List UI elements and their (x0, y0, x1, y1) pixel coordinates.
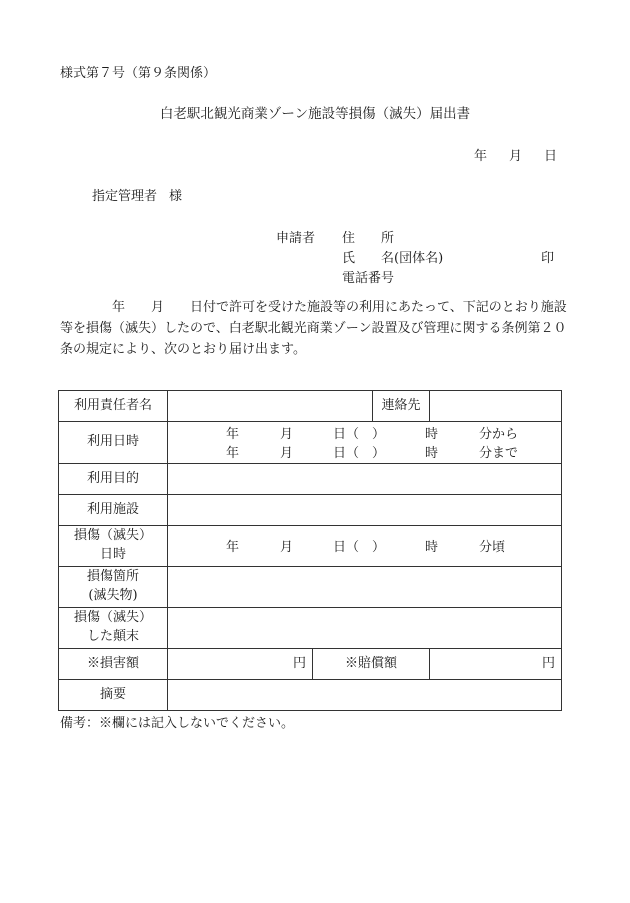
purpose-label: 利用目的 (59, 464, 168, 495)
damage-report-table (58, 390, 562, 711)
form-number: 様式第７号（第９条関係） (60, 66, 217, 81)
damage-datetime-field[interactable] (168, 526, 562, 567)
table-row (59, 526, 562, 567)
damage-amount-label: ※損害額 (59, 649, 168, 680)
contact-field[interactable] (430, 391, 562, 422)
contact-label: 連絡先 (373, 391, 430, 422)
damage-place-label (59, 567, 168, 608)
facility-label: 利用施設 (59, 495, 168, 526)
usage-datetime-label: 利用日時 (59, 422, 168, 464)
circumstances-label-line2: した顛末 (86, 629, 139, 644)
usage-to-hour: 時 (425, 445, 439, 461)
usage-to-minute: 分まで (479, 445, 519, 461)
circumstances-label-line1: 損傷（滅失） (73, 610, 152, 626)
usage-to-day: 日（ ） (333, 445, 386, 461)
purpose-field[interactable] (168, 464, 562, 495)
damage-place-field[interactable] (168, 567, 562, 608)
damage-datetime-label-line2: 日時 (99, 547, 126, 562)
addressee-honorific: 様 (169, 189, 183, 204)
summary-field[interactable] (168, 680, 562, 711)
applicant-name-label: 氏 名(団体名) (342, 251, 444, 266)
damage-place-label-line2: (滅失物) (88, 588, 138, 603)
applicant-label: 申請者 (276, 231, 316, 246)
usage-from-day: 日（ ） (333, 426, 386, 442)
date-month: 月 (509, 149, 523, 164)
applicant-address-label: 住 所 (342, 231, 395, 246)
circumstances-label (59, 608, 168, 649)
usage-from-minute: 分から (479, 426, 519, 442)
table-row (59, 495, 562, 526)
facility-field[interactable] (168, 495, 562, 526)
damage-year: 年 (226, 539, 240, 555)
usage-from-hour: 時 (425, 426, 439, 442)
usage-to-month: 月 (280, 445, 294, 461)
table-row (59, 391, 562, 422)
date-day: 日 (544, 149, 558, 164)
damage-minute: 分頃 (479, 539, 506, 555)
damage-place-label-line1: 損傷箇所 (86, 569, 139, 585)
compensation-field[interactable]: 円 (430, 649, 562, 680)
table-row (59, 649, 562, 680)
document-title: 白老駅北観光商業ゾーン施設等損傷（滅失）届出書 (159, 106, 471, 122)
usage-from-year: 年 (226, 426, 240, 442)
damage-datetime-label-line1: 損傷（滅失） (73, 528, 152, 544)
circumstances-field[interactable] (168, 608, 562, 649)
compensation-label: ※賠償額 (313, 649, 430, 680)
summary-label: 摘要 (59, 680, 168, 711)
seal-mark: 印 (541, 251, 555, 266)
usage-from-line (168, 424, 561, 443)
usage-to-line (168, 443, 561, 462)
table-row (59, 464, 562, 495)
table-row (59, 422, 562, 464)
table-row (59, 567, 562, 608)
addressee (92, 190, 182, 203)
body-text: 年 月 日付で許可を受けた施設等の利用にあたって、下記のとおり施設等を損傷（滅失）したので、白老駅北観光商業ゾーン設置及び管理に関する条例第２０条の規定により、次のとおり届け出ます。 (60, 300, 567, 357)
damage-amount-field[interactable]: 円 (168, 649, 313, 680)
usage-to-year: 年 (226, 445, 240, 461)
damage-datetime-line (168, 537, 561, 556)
damage-day: 日（ ） (333, 539, 386, 555)
applicant-phone-label: 電話番号 (342, 271, 395, 286)
usage-datetime-field[interactable] (168, 422, 562, 464)
damage-datetime-label (59, 526, 168, 567)
usage-from-month: 月 (280, 426, 294, 442)
responsible-person-field[interactable] (168, 391, 373, 422)
damage-month: 月 (280, 539, 294, 555)
responsible-person-label: 利用責任者名 (59, 391, 168, 422)
table-row (59, 680, 562, 711)
submission-date (474, 150, 557, 163)
damage-hour: 時 (425, 539, 439, 555)
date-year: 年 (474, 149, 488, 164)
remarks-note: 備考：※欄には記入しないでください。 (60, 716, 295, 731)
table-row (59, 608, 562, 649)
addressee-name: 指定管理者 (92, 189, 158, 204)
